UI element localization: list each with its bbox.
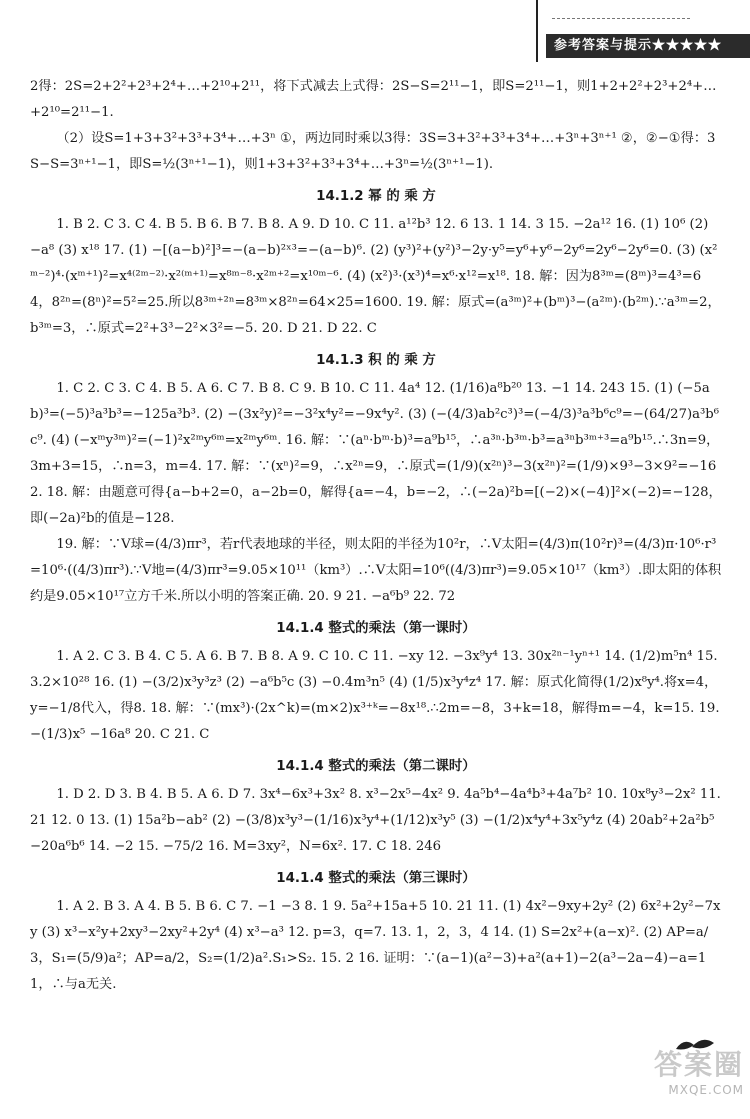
section-title: 14.1.2 幂 的 乘 方 [316, 189, 436, 204]
section-title: 14.1.4 整式的乘法（第三课时） [276, 871, 476, 886]
header-divider [552, 18, 690, 19]
answer-paragraph: 1. D 2. D 3. B 4. B 5. A 6. D 7. 3x⁴−6x³+3x² 8. x³−2x⁵−4x² 9. 4a⁵b⁴−4a⁴b³+4a⁷b² 10. 10x⁸y³−2x² 11. 21 12. 0 13. (1) 15a²b−ab² (2) −(3/8)x³y³−(1/16)x³y⁴+(1/12)x³y⁵ (3) −(1/2)x⁴y⁴+3x⁵y⁴z (4) 20ab²+2a²b⁵−20a⁶b⁶ 14. −2 15. −75/2 16. M=3xy²，N=6x². 17. C 18. 246 [30, 787, 721, 854]
header-label: 参考答案与提示★★★★★ [546, 34, 750, 58]
answer-paragraph: 1. A 2. C 3. B 4. C 5. A 6. B 7. B 8. A 9. C 10. C 11. −xy 12. −3x⁹y⁴ 13. 30x²ⁿ⁻¹yⁿ⁺¹ 14. (1/2)m⁵n⁴ 15. 3.2×10²⁸ 16. (1) −(3/2)x³y³z³ (2) −a⁶b⁵c (3) −0.4m³n⁵ (4) (1/5)x³y⁴z⁴ 17. 解：原式化简得(1/2)x⁸y⁴.将x=4，y=−1/8代入，得8. 18. 解：∵(mx³)·(2x^k)=(m×2)x³⁺ᵏ=−8x¹⁸.∴2m=−8，3+k=18，解得m=−4，k=15. 19. −(1/3)x⁵ −16a⁸ 20. C 21. C [30, 649, 720, 742]
answer-paragraph: 1. A 2. B 3. A 4. B 5. B 6. C 7. −1 −3 8. 1 9. 5a²+15a+5 10. 21 11. (1) 4x²−9xy+2y² (2) 6x²+2y²−7xy (3) x³−x²y+2xy³−2xy²+2y⁴ (4) x³−a³ 12. p=3，q=7. 13. 1，2，3，4 14. (1) S=2x²+(a−x)². (2) AP=a/3，S₁=(5/9)a²；AP=a/2，S₂=(1/2)a².S₁>S₂. 15. 2 16. 证明：∵(a−1)(a²−3)+a²(a+1)−2(a³−2a−4)−a=11，∴与a无关. [30, 899, 721, 992]
section-title: 14.1.4 整式的乘法（第二课时） [276, 759, 476, 774]
section-title: 14.1.4 整式的乘法（第一课时） [276, 621, 476, 636]
header-tab [536, 0, 750, 62]
watermark-logo [624, 1043, 744, 1113]
answer-paragraph: （2）设S=1+3+3²+3³+3⁴+…+3ⁿ ①，两边同时乘以3得：3S=3+3²+3³+3⁴+…+3ⁿ+3ⁿ⁺¹ ②，②−①得：3S−S=3ⁿ⁺¹−1，即S=½(3ⁿ⁺¹−1)，则1+3+3²+3³+3⁴+…+3ⁿ=½(3ⁿ⁺¹−1). [30, 131, 716, 172]
answer-paragraph: 2得：2S=2+2²+2³+2⁴+…+2¹⁰+2¹¹，将下式减去上式得：2S−S=2¹¹−1，即S=2¹¹−1，则1+2+2²+2³+2⁴+…+2¹⁰=2¹¹−1. [30, 79, 717, 120]
answer-content [30, 74, 722, 998]
watermark-text: 答案圈 [653, 1048, 744, 1081]
answer-paragraph: 1. B 2. C 3. C 4. B 5. B 6. B 7. B 8. A 9. D 10. C 11. a¹²b³ 12. 6 13. 1 14. 3 15. −2a¹² 16. (1) 10⁶ (2) −a⁸ (3) x¹⁸ 17. (1) −[(a−b)²]³=−(a−b)²ˣ³=−(a−b)⁶. (2) (y³)²+(y²)³−2y·y⁵=y⁶+y⁶−2y⁶=2y⁶−2y⁶=0. (3) (x²ᵐ⁻²)⁴·(xᵐ⁺¹)²=x⁴⁽²ᵐ⁻²⁾·x²⁽ᵐ⁺¹⁾=x⁸ᵐ⁻⁸·x²ᵐ⁺²=x¹⁰ᵐ⁻⁶. (4) (x²)³·(x³)⁴=x⁶·x¹²=x¹⁸. 18. 解：因为8³ᵐ=(8ᵐ)³=4³=64，8²ⁿ=(8ⁿ)²=5²=25.所以8³ᵐ⁺²ⁿ=8³ᵐ×8²ⁿ=64×25=1600. 19. 解：原式=(a³ᵐ)²+(bᵐ)³−(a²ᵐ)·(b²ᵐ).∵a³ᵐ=2，b³ᵐ=3，∴原式=2²+3³−2²×3²=−5. 20. D 21. D 22. C [30, 217, 721, 336]
section-title: 14.1.3 积 的 乘 方 [316, 353, 436, 368]
answer-paragraph: 1. C 2. C 3. C 4. B 5. A 6. C 7. B 8. C 9. B 10. C 11. 4a⁴ 12. (1/16)a⁸b²⁰ 13. −1 14. 243 15. (1) (−5ab)³=(−5)³a³b³=−125a³b³. (2) −(3x²y)²=−3²x⁴y²=−9x⁴y². (3) (−(4/3)ab²c³)³=(−4/3)³a³b⁶c⁹=−(64/27)a³b⁶c⁹. (4) (−xᵐy³ᵐ)²=(−1)²x²ᵐy⁶ᵐ=x²ᵐy⁶ᵐ. 16. 解：∵(aⁿ·bᵐ·b)³=a⁹b¹⁵，∴a³ⁿ·b³ᵐ·b³=a³ⁿb³ᵐ⁺³=a⁹b¹⁵.∴3n=9，3m+3=15，∴n=3，m=4. 17. 解：∵(xⁿ)²=9，∴x²ⁿ=9，∴原式=(1/9)(x²ⁿ)³−3(x²ⁿ)²=(1/9)×9³−3×9²=−162. 18. 解：由题意可得{a−b+2=0，a−2b=0，解得{a=−4，b=−2，∴(−2a)²b=[(−2)×(−4)]²×(−2)=−128，即(−2a)²b的值是−128. [30, 381, 722, 526]
watermark-url: MXQE.COM [668, 1083, 744, 1097]
answer-paragraph: 19. 解：∵V球=(4/3)πr³，若r代表地球的半径，则太阳的半径为10²r，∴V太阳=(4/3)π(10²r)³=(4/3)π·10⁶·r³=10⁶·((4/3)πr³).∵V地=(4/3)πr³=9.05×10¹¹（km³）.∴V太阳=10⁶((4/3)πr³)=9.05×10¹⁷（km³）.即太阳的体积约是9.05×10¹⁷立方千米.所以小明的答案正确. 20. 9 21. −a⁶b⁹ 22. 72 [30, 537, 722, 604]
